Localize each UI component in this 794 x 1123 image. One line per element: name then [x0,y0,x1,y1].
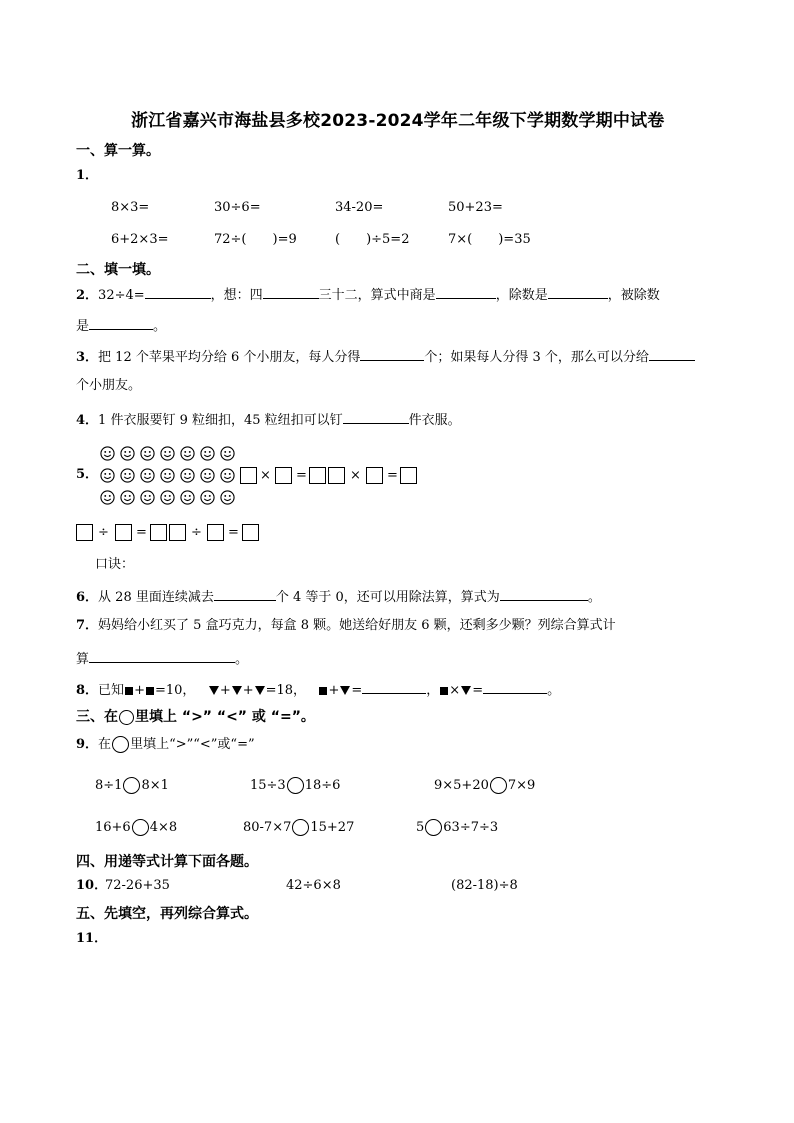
q11-number: 11． [76,931,108,946]
answer-box[interactable] [309,467,326,484]
answer-box[interactable] [400,467,417,484]
answer-box[interactable] [242,524,259,541]
answer-box[interactable] [115,524,132,541]
q9-item-1 [95,777,169,795]
q2-line1 [76,284,660,305]
q8-blank-1[interactable] [362,679,426,694]
compare-circle[interactable] [123,777,140,794]
q9-number: 9． [76,737,99,752]
smiley-face-icon [220,490,235,505]
answer-box[interactable] [207,524,224,541]
q2-text-d: ，除数是 [495,288,548,303]
smiley-face-icon [200,446,215,461]
q2-text-g: 。 [153,319,167,334]
section-1-heading: 一、算一算。 [76,143,160,159]
q9-left: 15÷3 [250,778,286,793]
q6-text-a: 从 28 里面连续减去 [98,590,214,605]
q5-number: 5． [76,467,99,482]
q9-left: 8÷1 [95,778,123,793]
q2-text-c: 三十二，算式中商是 [318,288,436,303]
q3-blank-1[interactable] [360,346,424,361]
q1-r2-c2: 72÷( )=9 [214,232,297,247]
smiley-face-icon [100,446,115,461]
q6-line [76,586,601,607]
black-square-icon [440,687,448,695]
q9-left: 9×5+20 [434,778,489,793]
smiley-face-icon [180,490,195,505]
smiley-face-icon [140,490,155,505]
q9-left: 5 [416,820,425,835]
smiley-face-icon [120,490,135,505]
section-3-heading [76,706,315,726]
q7-number: 7． [76,618,99,633]
q1-r1-c2: 30÷6= [214,200,261,215]
q8-text-h: = [472,683,484,698]
plus-sign: + [328,683,340,698]
answer-box[interactable] [366,467,383,484]
q8-text-d: =18， [265,683,307,698]
q7-text-b: 算 [76,652,90,667]
q2-blank-2[interactable] [263,284,319,299]
section-4-heading: 四、用递等式计算下面各题。 [76,854,258,870]
compare-circle [119,710,134,725]
plus-sign: + [134,683,145,698]
q6-text-c: 。 [587,590,601,605]
answer-box[interactable] [328,467,345,484]
compare-circle [112,736,129,753]
q4-number: 4． [76,413,99,428]
smiley-face-icon [120,446,135,461]
equals-sign: = [228,525,239,540]
smiley-face-icon [100,490,115,505]
equals-sign: = [296,468,307,483]
q3-text-a: 把 12 个苹果平均分给 6 个小朋友，每人分得 [98,350,361,365]
q2-text-e: ，被除数 [607,288,660,303]
q8-text-g: × [449,683,461,698]
q2-text-f: 是 [76,319,90,334]
q10-expr-2: 42÷6×8 [286,878,341,893]
smiley-face-icon [220,446,235,461]
q8-blank-2[interactable] [483,679,547,694]
answer-box[interactable] [240,467,257,484]
smiley-face-icon [200,468,215,483]
smiley-face-icon [160,468,175,483]
smiley-face-icon [160,446,175,461]
smiley-face-icon [100,468,115,483]
q9-item-3 [434,777,535,795]
plus-sign: + [242,683,254,698]
compare-circle[interactable] [292,819,309,836]
q3-line1 [76,346,695,367]
times-sign: × [260,468,271,483]
q2-blank-3[interactable] [436,284,496,299]
q9-left: 16+6 [95,820,131,835]
q9-text-a: 在 [98,737,112,752]
q10-number: 10． [76,878,108,893]
q8-text-c: =10， [154,683,196,698]
smiley-face-icon [140,468,155,483]
times-sign: × [350,468,361,483]
section-2-heading: 二、填一填。 [76,262,160,278]
q2-blank-5[interactable] [89,315,153,330]
q2-text-b: ，想：四 [210,288,263,303]
q7-line1 [76,617,616,635]
q4-text-b: 件衣服。 [408,413,461,428]
q3-number: 3． [76,350,99,365]
q9-right: 18÷6 [304,778,341,793]
page-title: 浙江省嘉兴市海盐县多校2023-2024学年二年级下学期数学期中试卷 [131,111,665,131]
q5-koujue-label: 口诀： [95,557,135,572]
q7-line2 [76,648,248,669]
q8-text-f: ， [426,683,440,698]
black-triangle-icon [232,686,242,695]
q9-right: 7×9 [507,778,536,793]
divide-sign: ÷ [191,525,202,540]
smiley-face-icon [180,468,195,483]
q1-r1-c1: 8×3= [111,200,150,215]
smiley-face-icon [140,446,155,461]
q10-expr-1: 72-26+35 [105,878,170,893]
q6-text-b: 个 4 等于 0，还可以用除法算，算式为 [275,590,500,605]
q8-number: 8． [76,683,99,698]
q2-blank-4[interactable] [548,284,608,299]
q9-item-2 [250,777,340,795]
answer-box[interactable] [150,524,167,541]
q9-item-4 [95,819,177,837]
q8-text-a: 已知 [98,683,125,698]
q4-text-a: 1 件衣服要钉 9 粒细扣，45 粒纽扣可以钉 [98,413,343,428]
q1-r2-c4: 7×( )=35 [448,232,531,247]
q6-number: 6． [76,590,99,605]
q2-line2 [76,315,166,336]
compare-circle[interactable] [287,777,304,794]
q9-item-5 [243,819,354,837]
q9-item-6 [416,819,498,837]
black-triangle-icon [255,686,265,695]
q1-number: 1． [76,168,99,183]
q10-expr-3: (82-18)÷8 [451,878,518,893]
q2-number: 2． [76,288,99,303]
answer-box[interactable] [76,524,93,541]
plus-sign: + [219,683,231,698]
q1-r1-c3: 34-20= [335,200,384,215]
compare-circle[interactable] [425,819,442,836]
q1-r2-c3: ( )÷5=2 [335,232,410,247]
q9-right: 63÷7÷3 [443,820,499,835]
smiley-face-icon [180,446,195,461]
smiley-face-icon [160,490,175,505]
q6-blank-1[interactable] [214,586,276,601]
divide-sign: ÷ [98,525,109,540]
q9-right: 15+27 [310,820,355,835]
q1-r2-c1: 6+2×3= [111,232,169,247]
q9-line [76,736,255,754]
q7-text-c: 。 [235,652,249,667]
q9-left: 80-7×7 [243,820,292,835]
equals-sign: = [387,468,398,483]
compare-circle[interactable] [490,777,507,794]
q9-text-b: 里填上“>”“<”或“=” [130,737,255,752]
black-square-icon [319,687,327,695]
black-square-icon [125,687,133,695]
black-triangle-icon [340,686,350,695]
q4-blank[interactable] [343,409,409,424]
q8-text-e: = [351,683,363,698]
q8-line [76,679,560,700]
black-square-icon [146,687,154,695]
smiley-face-icon [200,490,215,505]
black-triangle-icon [209,686,219,695]
answer-box[interactable] [275,467,292,484]
section-3-text-a: 三、在 [76,709,118,725]
q3-blank-2[interactable] [649,346,695,361]
answer-box[interactable] [169,524,186,541]
compare-circle[interactable] [132,819,149,836]
q7-blank[interactable] [89,648,235,663]
q6-blank-2[interactable] [500,586,588,601]
q3-line2: 个小朋友。 [76,378,142,393]
q7-text-a: 妈妈给小红买了 5 盒巧克力，每盒 8 颗。她送给好朋友 6 颗，还剩多少颗？列综合算式计 [98,618,616,633]
q9-right: 8×1 [141,778,169,793]
q1-r1-c4: 50+23= [448,200,503,215]
section-5-heading: 五、先填空，再列综合算式。 [76,906,258,922]
q2-text-a: 32÷4= [98,288,145,303]
q2-blank-1[interactable] [145,284,211,299]
smiley-face-icon [220,468,235,483]
q4-line [76,409,461,430]
section-3-text-b: 里填上 “>” “<” 或 “=”。 [135,709,315,725]
smiley-face-icon [120,468,135,483]
equals-sign: = [136,525,147,540]
black-triangle-icon [461,686,471,695]
q3-text-b: 个；如果每人分得 3 个，那么可以分给 [424,350,649,365]
q8-text-i: 。 [547,683,561,698]
q9-right: 4×8 [149,820,178,835]
